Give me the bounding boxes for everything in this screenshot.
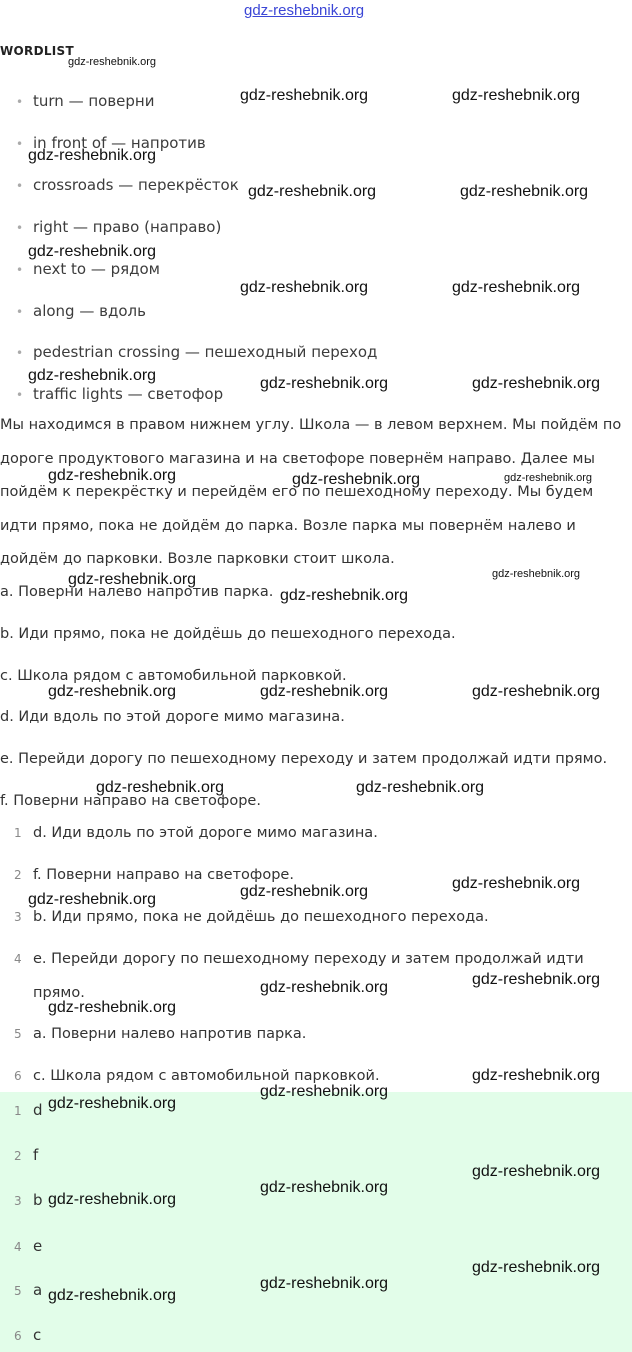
watermark: gdz-reshebnik.org bbox=[472, 971, 601, 988]
step-number: 4 bbox=[14, 952, 22, 966]
watermark: gdz-reshebnik.org bbox=[260, 979, 389, 996]
watermark: gdz-reshebnik.org bbox=[68, 56, 157, 68]
watermark: gdz-reshebnik.org bbox=[48, 467, 177, 484]
ordered-step bbox=[14, 909, 489, 925]
answer-letter: a bbox=[33, 1281, 43, 1299]
step-number: 2 bbox=[14, 868, 22, 882]
answer-panel bbox=[0, 1092, 632, 1352]
answer-item bbox=[14, 1191, 43, 1209]
wordlist-text: in front of — напротив bbox=[33, 134, 206, 152]
step-number: 6 bbox=[14, 1069, 22, 1083]
task-item: a. Поверни налево напротив парка. bbox=[0, 584, 274, 600]
answer-item bbox=[14, 1326, 41, 1344]
task-item: d. Иди вдоль по этой дороге мимо магазина. bbox=[0, 709, 345, 725]
watermark: gdz-reshebnik.org bbox=[472, 683, 601, 700]
task-item: b. Иди прямо, пока не дойдёшь до пешеходного перехода. bbox=[0, 626, 456, 642]
watermark: gdz-reshebnik.org bbox=[452, 87, 581, 104]
watermark: gdz-reshebnik.org bbox=[460, 183, 589, 200]
wordlist-text: right — право (направо) bbox=[33, 218, 222, 236]
step-number: 1 bbox=[14, 826, 22, 840]
watermark: gdz-reshebnik.org bbox=[48, 1095, 177, 1112]
wordlist-item bbox=[16, 343, 377, 361]
bullet-icon: • bbox=[16, 95, 24, 109]
answer-number: 6 bbox=[14, 1329, 22, 1343]
watermark: gdz-reshebnik.org bbox=[28, 243, 157, 260]
wordlist-text: traffic lights — светофор bbox=[33, 385, 224, 403]
watermark: gdz-reshebnik.org bbox=[48, 1287, 177, 1304]
answer-letter: e bbox=[33, 1237, 43, 1255]
answer-item bbox=[14, 1237, 42, 1255]
answer-number: 2 bbox=[14, 1149, 22, 1163]
wordlist-text: pedestrian crossing — пешеходный переход bbox=[33, 343, 378, 361]
answer-letter: c bbox=[33, 1326, 42, 1344]
answer-number: 1 bbox=[14, 1104, 22, 1118]
answer-letter: f bbox=[33, 1146, 39, 1164]
watermark: gdz-reshebnik.org bbox=[260, 1179, 389, 1196]
ordered-step bbox=[14, 1068, 380, 1084]
watermark: gdz-reshebnik.org bbox=[292, 471, 421, 488]
watermark: gdz-reshebnik.org bbox=[452, 279, 581, 296]
ordered-step bbox=[14, 951, 584, 967]
answer-letter: d bbox=[33, 1101, 43, 1119]
answer-item bbox=[14, 1146, 38, 1164]
step-text: c. Школа рядом с автомобильной парковкой. bbox=[33, 1068, 380, 1084]
step-text: b. Иди прямо, пока не дойдёшь до пешеходного перехода. bbox=[33, 909, 489, 925]
watermark: gdz-reshebnik.org bbox=[260, 683, 389, 700]
watermark: gdz-reshebnik.org bbox=[48, 1191, 177, 1208]
wordlist-item bbox=[16, 92, 154, 110]
bullet-icon: • bbox=[16, 305, 24, 319]
answer-letter: b bbox=[33, 1191, 43, 1209]
watermark: gdz-reshebnik.org bbox=[356, 779, 485, 796]
step-text: f. Поверни направо на светофоре. bbox=[33, 867, 294, 883]
watermark: gdz-reshebnik.org bbox=[28, 147, 157, 164]
answer-number: 4 bbox=[14, 1240, 22, 1254]
step-text: a. Поверни налево напротив парка. bbox=[33, 1026, 307, 1042]
wordlist-text: crossroads — перекрёсток bbox=[33, 176, 239, 194]
site-link[interactable]: gdz-reshebnik.org bbox=[244, 2, 365, 19]
wordlist-item bbox=[16, 260, 160, 278]
watermark: gdz-reshebnik.org bbox=[504, 472, 593, 484]
wordlist-heading: WORDLIST bbox=[0, 44, 74, 58]
watermark: gdz-reshebnik.org bbox=[240, 883, 369, 900]
wordlist-item bbox=[16, 385, 223, 403]
watermark: gdz-reshebnik.org bbox=[260, 1083, 389, 1100]
answer-item bbox=[14, 1101, 43, 1119]
watermark: gdz-reshebnik.org bbox=[48, 683, 177, 700]
wordlist-item bbox=[16, 218, 221, 236]
answer-item bbox=[14, 1281, 42, 1299]
bullet-icon: • bbox=[16, 137, 24, 151]
ordered-step bbox=[14, 867, 294, 883]
task-item: c. Школа рядом с автомобильной парковкой. bbox=[0, 668, 347, 684]
watermark: gdz-reshebnik.org bbox=[472, 1163, 601, 1180]
bullet-icon: • bbox=[16, 179, 24, 193]
wordlist-text: turn — поверни bbox=[33, 92, 155, 110]
step-number: 5 bbox=[14, 1027, 22, 1041]
wordlist-text: next to — рядом bbox=[33, 260, 161, 278]
wordlist-text: along — вдоль bbox=[33, 302, 146, 320]
bullet-icon: • bbox=[16, 221, 24, 235]
watermark: gdz-reshebnik.org bbox=[28, 367, 157, 384]
watermark: gdz-reshebnik.org bbox=[472, 375, 601, 392]
bullet-icon: • bbox=[16, 263, 24, 277]
watermark: gdz-reshebnik.org bbox=[260, 1275, 389, 1292]
watermark: gdz-reshebnik.org bbox=[248, 183, 377, 200]
step-text: d. Иди вдоль по этой дороге мимо магазина. bbox=[33, 825, 378, 841]
step-number: 3 bbox=[14, 910, 22, 924]
watermark: gdz-reshebnik.org bbox=[472, 1067, 601, 1084]
step-text: прямо. bbox=[33, 985, 85, 1001]
ordered-step bbox=[14, 825, 378, 841]
watermark: gdz-reshebnik.org bbox=[472, 1259, 601, 1276]
bullet-icon: • bbox=[16, 346, 24, 360]
watermark: gdz-reshebnik.org bbox=[260, 375, 389, 392]
story-paragraph: Мы находимся в правом нижнем углу. Школа — в левом верхнем. Мы пойдём по дороге продуктового магазина и на светофоре повернём направо. Далее мы пойдём к перекрёстку и перейдём его по пешеходному переходу. Мы будем идти прямо, пока не дойдём до парка. Возле парка мы повернём налево и дойдём до парковки. Возле парковки стоит школа. bbox=[0, 417, 622, 567]
watermark: gdz-reshebnik.org bbox=[28, 891, 157, 908]
answer-number: 5 bbox=[14, 1284, 22, 1298]
watermark: gdz-reshebnik.org bbox=[452, 875, 581, 892]
watermark: gdz-reshebnik.org bbox=[240, 87, 369, 104]
wordlist-item bbox=[16, 302, 146, 320]
bullet-icon: • bbox=[16, 388, 24, 402]
watermark: gdz-reshebnik.org bbox=[96, 779, 225, 796]
task-item: e. Перейди дорогу по пешеходному переходу и затем продолжай идти прямо. bbox=[0, 751, 608, 767]
watermark: gdz-reshebnik.org bbox=[280, 587, 409, 604]
step-text: e. Перейди дорогу по пешеходному переходу и затем продолжай идти bbox=[33, 951, 584, 967]
wordlist-item bbox=[16, 176, 239, 194]
watermark: gdz-reshebnik.org bbox=[240, 279, 369, 296]
answer-number: 3 bbox=[14, 1194, 22, 1208]
watermark: gdz-reshebnik.org bbox=[492, 568, 581, 580]
task-item: f. Поверни направо на светофоре. bbox=[0, 793, 261, 809]
watermark: gdz-reshebnik.org bbox=[48, 999, 177, 1016]
ordered-step bbox=[14, 1026, 306, 1042]
watermark: gdz-reshebnik.org bbox=[68, 571, 197, 588]
